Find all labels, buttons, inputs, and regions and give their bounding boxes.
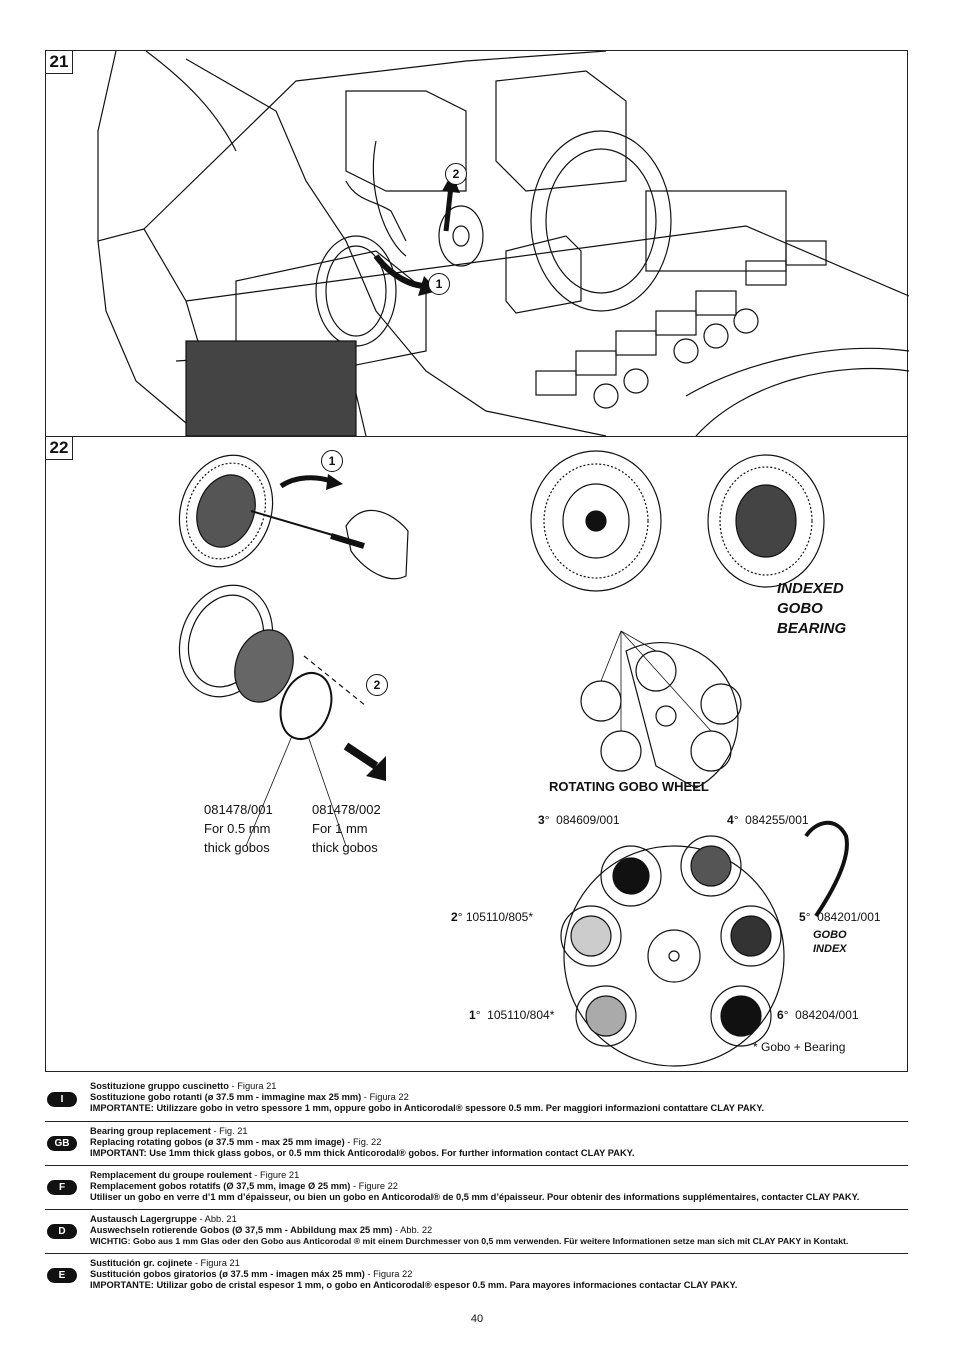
panel-divider (46, 436, 907, 437)
lang-text: Austausch Lagergruppe - Abb. 21 Auswechseln rotierende Gobos (Ø 37,5 mm - Abbildung max 25 mm) - Abb. 22 WICHTIG: Gobo aus 1 mm Glas oder den Gobo aus Anticorodal ® mit einem Durchmesser von 0,5 mm verwenden. Für weitere Informationen setze man sich mit CLAY PAKY in Kontakt. (90, 1214, 849, 1246)
gobo-replacement-drawing (164, 442, 847, 1066)
lang-text: Sostituzione gruppo cuscinetto - Figura 21 Sostituzione gobo rotanti (ø 37.5 mm - immagine max 25 mm) - Figura 22 IMPORTANTE: Utilizzare gobo in vetro spessore 1 mm, oppure gobo in Anticorodal® spessore 0.5 mm. Per maggiori informazioni contattare CLAY PAKY. (90, 1081, 765, 1113)
lang-row-french (45, 1165, 908, 1209)
lang-badge: D (47, 1224, 77, 1239)
wheel-position-5: 5° 084201/001 (799, 910, 881, 924)
lang-text: Bearing group replacement - Fig. 21 Replacing rotating gobos (ø 37.5 mm - max 25 mm image) - Fig. 22 IMPORTANT: Use 1mm thick glass gobos, or 0.5 mm thick Anticorodal® gobos. For further information contact CLAY PAKY. (90, 1126, 635, 1158)
wheel-position-4: 4° 084255/001 (727, 813, 809, 827)
lang-row-italian (45, 1078, 908, 1120)
lang-badge: F (47, 1180, 77, 1195)
figure-box (45, 50, 908, 1072)
wheel-position-6: 6° 084204/001 (777, 1008, 859, 1022)
lang-badge: E (47, 1268, 77, 1283)
rotating-gobo-wheel-title: ROTATING GOBO WHEEL (549, 779, 709, 794)
ring-code-0-5mm: 081478/001 For 0.5 mm thick gobos (204, 802, 273, 855)
gobo-bearing-footnote: * Gobo + Bearing (753, 1040, 846, 1054)
indexed-gobo-bearing-label: INDEXED GOBO BEARING (777, 580, 847, 637)
wheel-position-1: 1° 105110/804* (469, 1008, 555, 1022)
fig22-callout-1: 1 (321, 450, 343, 472)
lang-row-english (45, 1121, 908, 1165)
fixture-interior-drawing (98, 51, 909, 436)
lang-text: Remplacement du groupe roulement - Figure 21 Remplacement gobos rotatifs (Ø 37,5 mm, image Ø 25 mm) - Figure 22 Utiliser un gobo en verre d’1 mm d’épaisseur, ou bien un gobo en Anticorodal® de 0,5 mm d’épaisseur. Pour obtenir des informations supplémentaires, contacter CLAY PAKY. (90, 1170, 860, 1202)
fig22-callout-2: 2 (366, 674, 388, 696)
fig21-callout-1: 1 (428, 273, 450, 295)
figure-number-22: 22 (46, 437, 73, 460)
lang-row-spanish (45, 1253, 908, 1297)
wheel-position-2: 2° 105110/805* (451, 910, 534, 924)
fig21-callout-2: 2 (445, 163, 467, 185)
lang-row-german (45, 1209, 908, 1253)
page-number: 40 (470, 1313, 484, 1325)
lang-text: Sustitución gr. cojinete - Figura 21 Sustitución gobos giratorios (ø 37.5 mm - imagen máx 25 mm) - Figura 22 IMPORTANTE: Utilizar gobo de cristal espesor 1 mm, o gobo en Anticorodal® espesor 0.5 mm. Para mayores informaciones contactar CLAY PAKY. (90, 1258, 738, 1290)
ring-code-1mm: 081478/002 For 1 mm thick gobos (312, 802, 381, 855)
gobo-index-label: GOBO INDEX (813, 929, 847, 955)
wheel-position-3: 3° 084609/001 (538, 813, 620, 827)
figure-number-21: 21 (46, 51, 73, 74)
lang-badge: I (47, 1092, 77, 1107)
lang-badge: GB (47, 1136, 77, 1151)
